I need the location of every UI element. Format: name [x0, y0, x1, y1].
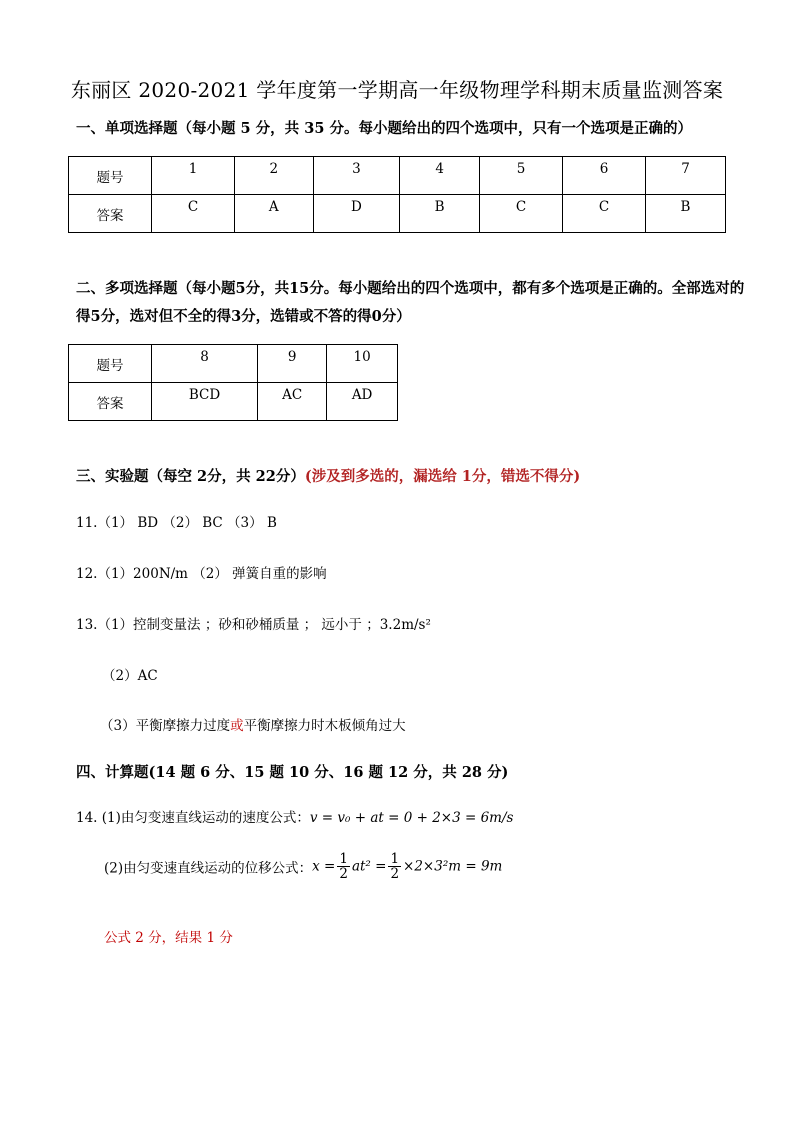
q13-part3-text-b: 平衡摩擦力时木板倾角过大	[243, 718, 406, 734]
question-number: 3	[313, 157, 400, 195]
question-number: 5	[480, 157, 563, 195]
section2-heading-line1: 二、多项选择题（每小题5分，共15分。每小题给出的四个选项中，都有多个选项是正确的。全部选对的	[76, 280, 745, 297]
question-number: 2	[234, 157, 313, 195]
answer-q13-part3	[100, 714, 406, 734]
answer-cell: AD	[327, 383, 398, 421]
answer-cell: C	[152, 195, 235, 233]
fraction-half	[337, 852, 350, 881]
table-row	[69, 383, 398, 421]
row-label: 题号	[69, 157, 152, 195]
answer-cell: B	[400, 195, 480, 233]
answer-q14-part2	[104, 852, 502, 881]
section3-note: (涉及到多选的，漏选给 1分，错选不得分)	[304, 468, 581, 485]
row-label: 题号	[69, 345, 152, 383]
section2-heading-line2: 得5分，选对但不全的得3分，选错或不答的得0分）	[76, 308, 411, 325]
answer-cell: C	[480, 195, 563, 233]
question-number: 7	[646, 157, 726, 195]
section2-table	[68, 344, 398, 421]
answer-cell: D	[313, 195, 400, 233]
q14-part2-mid2: ×2×3²m = 9m	[403, 858, 503, 875]
question-number: 10	[327, 345, 398, 383]
answer-cell: A	[234, 195, 313, 233]
answer-cell: BCD	[152, 383, 258, 421]
question-number: 6	[563, 157, 646, 195]
answer-q13-part2: （2）AC	[102, 668, 158, 684]
answer-q14-part1	[76, 806, 513, 826]
fraction-numerator: 1	[339, 851, 348, 867]
answer-q11: 11.（1） BD （2） BC （3） B	[76, 515, 277, 531]
section3-heading	[76, 465, 580, 486]
section1-table	[68, 156, 726, 233]
question-number: 9	[258, 345, 327, 383]
row-label: 答案	[69, 195, 152, 233]
q14-part2-lhs: x =	[312, 858, 336, 875]
question-number: 4	[400, 157, 480, 195]
section1-heading: 一、单项选择题（每小题 5 分，共 35 分。每小题给出的四个选项中，只有一个选项是正确的）	[76, 120, 692, 137]
question-number: 8	[152, 345, 258, 383]
table-row	[69, 195, 726, 233]
answer-cell: C	[563, 195, 646, 233]
fraction-denominator: 2	[339, 866, 348, 883]
table-row	[69, 345, 398, 383]
q13-part3-or: 或	[230, 718, 244, 734]
q14-part2-text: (2)由匀变速直线运动的位移公式：	[104, 860, 313, 877]
q14-part1-formula: v = v₀ + at = 0 + 2×3 = 6m/s	[309, 810, 514, 826]
answer-cell: B	[646, 195, 726, 233]
fraction-half	[388, 852, 401, 881]
fraction-denominator: 2	[390, 866, 400, 883]
q14-part1-text: 14. (1)由匀变速直线运动的速度公式：	[76, 810, 310, 826]
section4-heading: 四、计算题(14 题 6 分、15 题 10 分、16 题 12 分，共 28 分)	[76, 764, 509, 781]
q14-part2-mid1: at² =	[351, 858, 387, 875]
table-row	[69, 157, 726, 195]
q13-part3-text-a: （3）平衡摩擦力过度	[100, 718, 231, 734]
answer-q12: 12.（1）200N/m （2） 弹簧自重的影响	[76, 566, 327, 582]
section3-heading-text: 三、实验题（每空 2分，共 22分）	[76, 468, 305, 485]
question-number: 1	[152, 157, 235, 195]
answer-cell: AC	[258, 383, 327, 421]
answer-q13-part1: 13.（1）控制变量法 ；砂和砂桶质量 ； 远小于 ；3.2m/s²	[76, 617, 431, 633]
scoring-note: 公式 2 分，结果 1 分	[104, 930, 233, 946]
fraction-numerator: 1	[390, 851, 400, 867]
page-title: 东丽区 2020-2021 学年度第一学期高一年级物理学科期末质量监测答案	[70, 78, 724, 102]
row-label: 答案	[69, 383, 152, 421]
